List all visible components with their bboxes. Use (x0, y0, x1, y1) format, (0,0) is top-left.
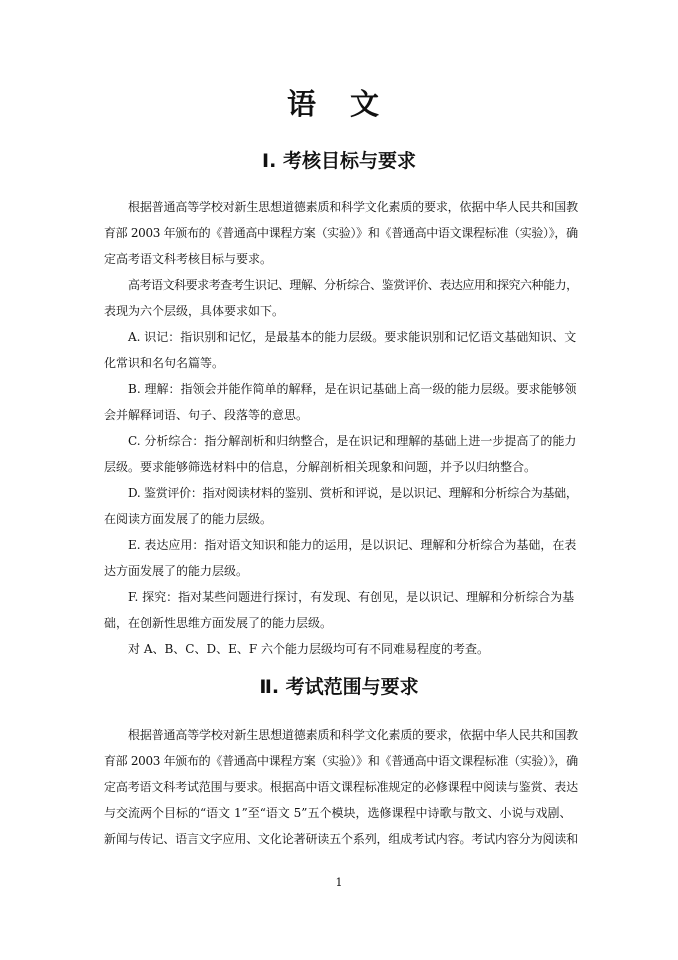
text-line: C. 分析综合：指分解剖析和归纳整合，是在识记和理解的基础上进一步提高了的能力 (128, 434, 577, 448)
section-body-objectives (104, 198, 578, 666)
text-line: 表现为六个层级，具体要求如下。 (104, 304, 285, 318)
text-line: 育部 2003 年颁布的《普通高中课程方案（实验）》和《普通高中语文课程标准（实验）》，确 (104, 226, 578, 240)
section-heading-objectives: Ⅰ. 考核目标与要求 (262, 150, 416, 172)
text-line: 与交流两个目标的“语文 1”至“语文 5”五个模块，选修课程中诗歌与散文、小说与戏剧、 (104, 806, 572, 820)
text-line: 定高考语文科考核目标与要求。 (104, 252, 273, 266)
section-body-scope (104, 726, 578, 856)
text-line: 定高考语文科考试范围与要求。根据高中语文课程标准规定的必修课程中阅读与鉴赏、表达 (104, 780, 578, 794)
text-line: 会并解释词语、句子、段落等的意思。 (104, 408, 309, 422)
text-line: 新闻与传记、语言文字应用、文化论著研读五个系列，组成考试内容。考试内容分为阅读和 (104, 832, 578, 846)
text-line: 对 A、B、C、D、E、F 六个能力层级均可有不同难易程度的考查。 (128, 642, 490, 656)
text-line: 育部 2003 年颁布的《普通高中课程方案（实验）》和《普通高中语文课程标准（实验）》，确 (104, 754, 578, 768)
text-line: 化常识和名句名篇等。 (104, 356, 225, 370)
text-line: 达方面发展了的能力层级。 (104, 564, 249, 578)
text-line: 根据普通高等学校对新生思想道德素质和科学文化素质的要求，依据中华人民共和国教 (128, 728, 578, 742)
text-line: 高考语文科要求考查考生识记、理解、分析综合、鉴赏评价、表达应用和探究六种能力， (128, 278, 578, 292)
section-heading-scope: Ⅱ. 考试范围与要求 (259, 676, 419, 698)
text-line: F. 探究：指对某些问题进行探讨，有发现、有创见，是以识记、理解和分析综合为基 (128, 590, 575, 604)
text-line: 在阅读方面发展了的能力层级。 (104, 512, 273, 526)
text-line: A. 识记：指识别和记忆，是最基本的能力层级。要求能识别和记忆语文基础知识、文 (128, 330, 577, 344)
text-line: 础，在创新性思维方面发展了的能力层级。 (104, 616, 333, 630)
text-line: 层级。要求能够筛选材料中的信息，分解剖析相关现象和问题，并予以归纳整合。 (104, 460, 537, 474)
text-line: B. 理解：指领会并能作简单的解释，是在识记基础上高一级的能力层级。要求能够领 (128, 382, 577, 396)
text-line: D. 鉴赏评价：指对阅读材料的鉴别、赏析和评说，是以识记、理解和分析综合为基础， (128, 486, 578, 500)
text-line: 根据普通高等学校对新生思想道德素质和科学文化素质的要求，依据中华人民共和国教 (128, 200, 578, 214)
text-line: E. 表达应用：指对语文知识和能力的运用，是以识记、理解和分析综合为基础，在表 (128, 538, 577, 552)
document-title: 语 文 (286, 87, 392, 121)
page-number: 1 (335, 876, 343, 889)
